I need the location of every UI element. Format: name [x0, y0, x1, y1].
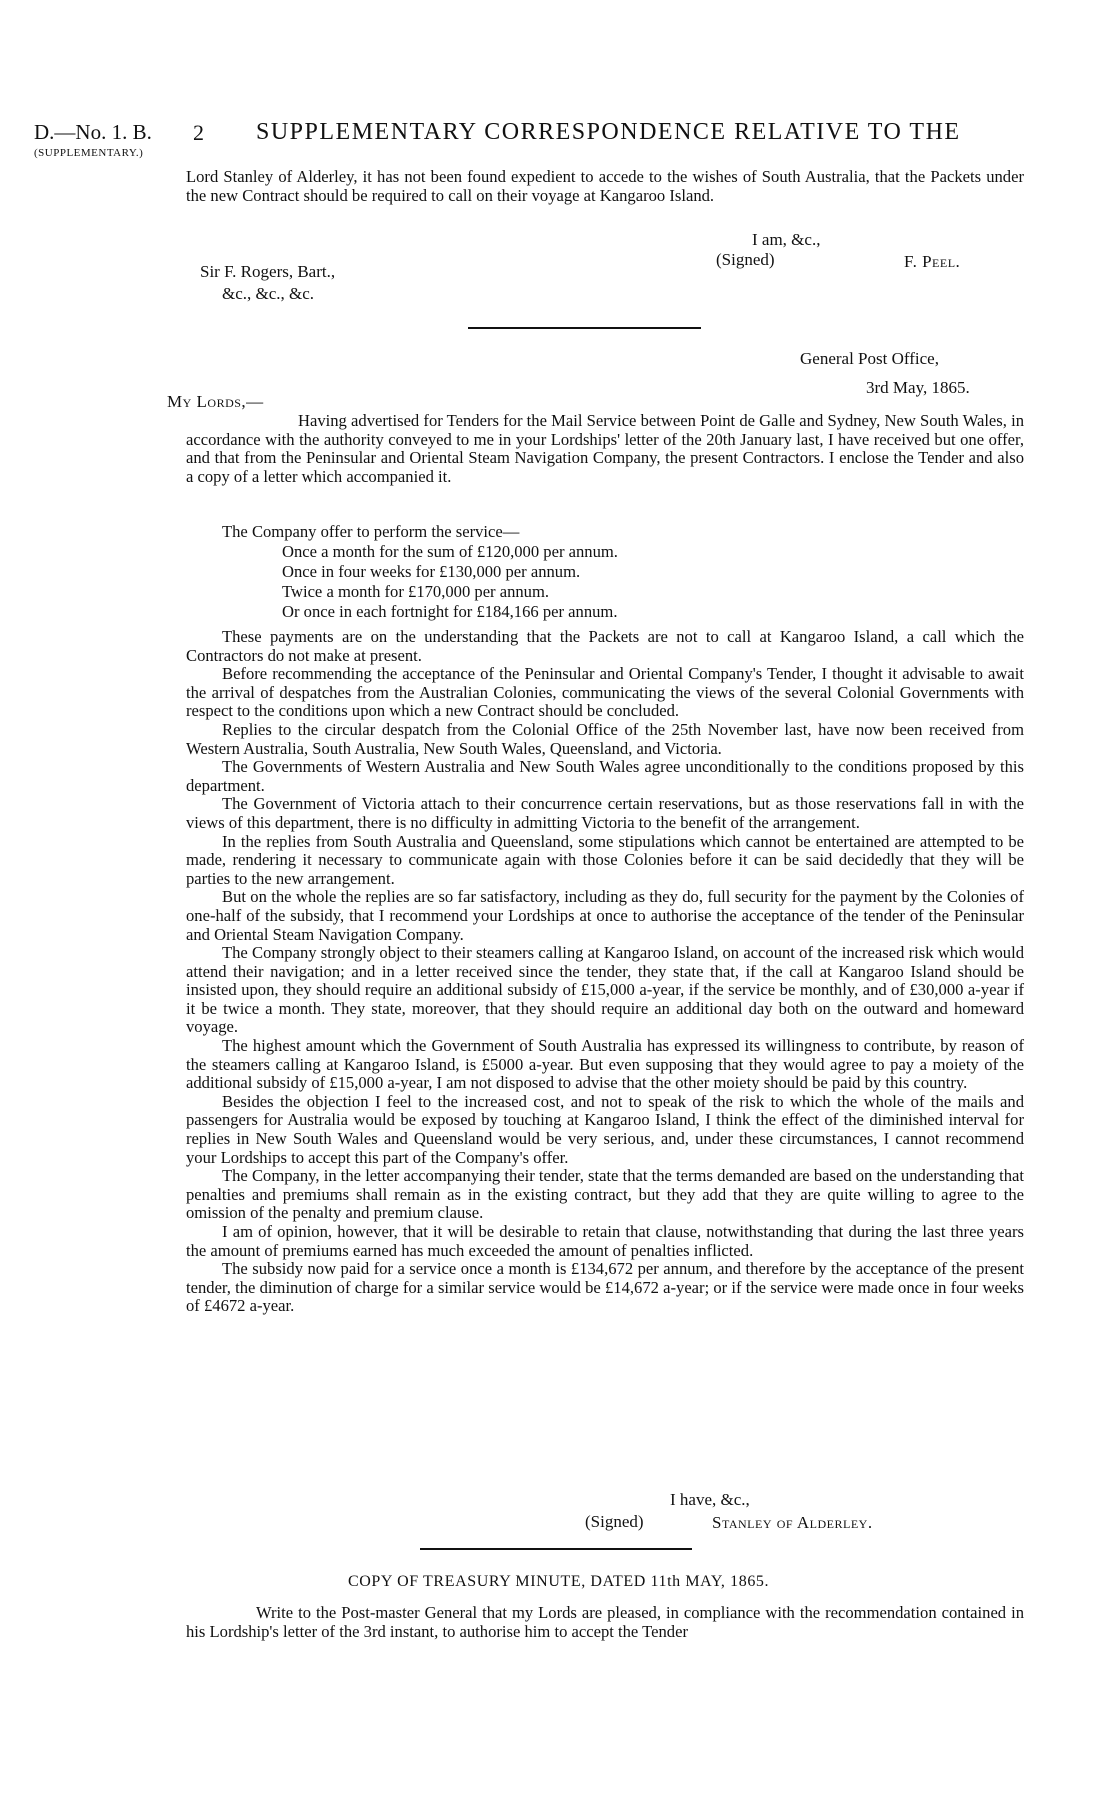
letter1-paragraph: Lord Stanley of Alderley, it has not been found expedient to accede to the wishes of South Australia, that the Packets under the new Contract should be required to call on their voyage at Kangaroo Island.	[186, 167, 1024, 205]
section-divider	[468, 327, 701, 329]
letter2-paragraph: But on the whole the replies are so far satisfactory, including as they do, full security for the payment by the Colonies of one-half of the subsidy, that I recommend your Lordships at once to authorise the acceptance of the tender of the Peninsular and Oriental Steam Navigation Company.	[186, 887, 1024, 944]
offer-line-2: Once in four weeks for £130,000 per annum.	[282, 562, 581, 581]
minute-body	[186, 1604, 1024, 1641]
supplementary-label: (SUPPLEMENTARY.)	[34, 147, 144, 159]
letter2-paragraph: Before recommending the acceptance of the Peninsular and Oriental Company's Tender, I thought it advisable to await the arrival of despatches from the Australian Colonies, communicating the views of the several Colonial Governments with respect to the conditions upon which a new Contract should be concluded.	[186, 664, 1024, 721]
letter2-signed: (Signed)	[585, 1512, 644, 1531]
section-divider	[420, 1548, 692, 1550]
page-number: 2	[193, 120, 204, 145]
letter2-signatory: Stanley of Alderley.	[712, 1513, 873, 1532]
offer-line-3: Twice a month for £170,000 per annum.	[282, 582, 550, 601]
letter2-intro	[186, 412, 1024, 486]
letter2-body	[186, 628, 1024, 1316]
running-title: SUPPLEMENTARY CORRESPONDENCE RELATIVE TO THE	[256, 119, 961, 145]
letter1-body	[186, 168, 1024, 205]
letter2-paragraph: The Company, in the letter accompanying their tender, state that the terms demanded are based on the understanding that penalties and premiums shall remain as in the existing contract, but they add that they are quite willing to agree to the omission of the penalty and premium clause.	[186, 1166, 1024, 1223]
letter2-paragraph: I am of opinion, however, that it will be desirable to retain that clause, notwithstanding that during the last three years the amount of premiums earned has much exceeded the amount of penalties inflicted.	[186, 1222, 1024, 1260]
minute-title: COPY OF TREASURY MINUTE, DATED 11th MAY, 1865.	[348, 1573, 770, 1590]
letter2-paragraph: In the replies from South Australia and Queensland, some stipulations which cannot be entertained are attempted to be made, rendering it necessary to communicate again with those Colonies before it can be said decidedly that they will be parties to the new arrangement.	[186, 831, 1024, 888]
letter2-paragraph: Besides the objection I feel to the increased cost, and not to speak of the risk to which the whole of the mails and passengers for Australia would be exposed by touching at Kangaroo Island, I think the effect of the diminished interval for replies in New South Wales and Queensland would be very serious, and, under these circumstances, I cannot recommend your Lordships to accept this part of the Company's offer.	[186, 1091, 1024, 1167]
letter2-paragraph: Replies to the circular despatch from the Colonial Office of the 25th November last, have now been received from Western Australia, South Australia, New South Wales, Queensland, and Victoria.	[186, 719, 1024, 758]
letter2-paragraph: The Government of Victoria attach to their concurrence certain reservations, but as those reservations fall in with the views of this department, there is no difficulty in admitting Victoria to the benefit of the arrangement.	[186, 794, 1024, 832]
letter2-paragraph: The highest amount which the Government of South Australia has expressed its willingness to contribute, by reason of the steamers calling at Kangaroo Island, is £5000 a-year. But even supposing that they would agree to pay a moiety of the additional subsidy of £15,000 a-year, I am not disposed to advise that the other moiety should be paid by this country.	[186, 1036, 1024, 1093]
letter2-paragraph: The Company strongly object to their steamers calling at Kangaroo Island, on account of the increased risk which would attend their navigation; and in a letter received since the tender, they state that, if the call at Kangaroo Island should be insisted upon, they should require an additional subsidy of £15,000 a-year, if the service be monthly, and of £30,000 a-year if it be twice a month. They state, moreover, that they should require an additional day both on the outward and homeward voyage.	[186, 943, 1024, 1037]
offer-intro: The Company offer to perform the service—	[222, 522, 520, 541]
letter1-addressee-etc: &c., &c., &c.	[222, 284, 315, 303]
letter2-paragraph: The subsidy now paid for a service once a month is £134,672 per annum, and therefore by the acceptance of the present tender, the diminution of charge for a similar service would be £14,672 a-year; or if the service were made once in four weeks of £4672 a-year.	[186, 1259, 1024, 1316]
letter1-closing: I am, &c.,	[752, 230, 821, 249]
letter1-addressee-name: Sir F. Rogers, Bart.,	[200, 262, 336, 281]
letter2-closing: I have, &c.,	[670, 1490, 750, 1509]
offer-line-4: Or once in each fortnight for £184,166 per annum.	[282, 602, 618, 621]
letter2-paragraph: The Governments of Western Australia and New South Wales agree unconditionally to the conditions proposed by this department.	[186, 757, 1024, 795]
letter2-place: General Post Office,	[800, 349, 939, 368]
document-reference: D.—No. 1. B.	[34, 120, 152, 144]
letter2-date: 3rd May, 1865.	[866, 378, 970, 397]
letter2-paragraph-1: Having advertised for Tenders for the Mail Service between Point de Galle and Sydney, New South Wales, in accordance with the authority conveyed to me in your Lordships' letter of the 20th January last, I have received but one offer, and that from the Peninsular and Oriental Steam Navigation Company, the present Contractors. I enclose the Tender and also a copy of a letter which accompanied it.	[186, 411, 1024, 486]
letter1-signatory: F. Peel.	[904, 252, 961, 271]
letter2-paragraph: These payments are on the understanding that the Packets are not to call at Kangaroo Island, a call which the Contractors do not make at present.	[186, 627, 1024, 665]
letter2-salutation: My Lords,—	[167, 392, 264, 411]
minute-paragraph: Write to the Post-master General that my Lords are pleased, in compliance with the recommendation contained in his Lordship's letter of the 3rd instant, to authorise him to accept the Tender	[186, 1603, 1024, 1641]
letter1-signed: (Signed)	[716, 250, 775, 269]
offer-line-1: Once a month for the sum of £120,000 per annum.	[282, 542, 618, 561]
